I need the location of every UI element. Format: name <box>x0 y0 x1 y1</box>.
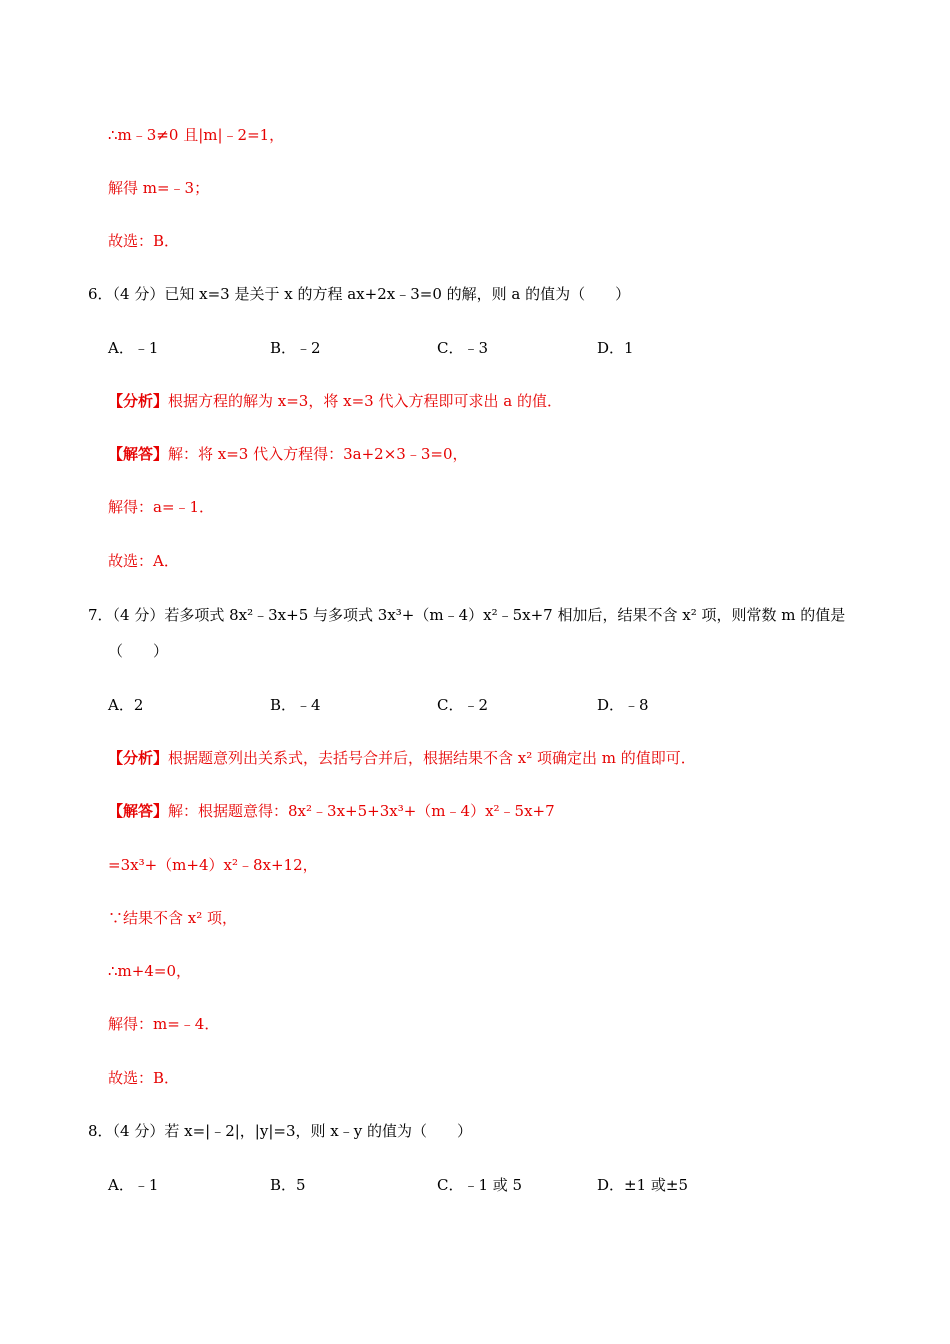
q7-step1: =3x³+（m+4）x²﹣8x+12， <box>108 856 318 874</box>
q6-stem: 6．（4 分）已知 x=3 是关于 x 的方程 ax+2x﹣3=0 的解，则 a 的值为（ ） <box>88 285 631 303</box>
q6-option-a: A．﹣1 <box>108 339 159 357</box>
q7-analysis <box>108 748 696 768</box>
q7-option-b: B．﹣4 <box>270 696 321 714</box>
q7-answer-text: 解：根据题意得：8x²﹣3x+5+3x³+（m﹣4）x²﹣5x+7 <box>168 802 555 820</box>
q7-answer <box>108 801 555 821</box>
q7-step3: ∴m+4=0， <box>108 962 191 980</box>
q5-solve-line: 解得 m=﹣3； <box>108 179 210 197</box>
q5-choice-line: 故选：B． <box>108 232 180 250</box>
q8-option-a: A．﹣1 <box>108 1176 159 1194</box>
q7-option-c: C．﹣2 <box>437 696 489 714</box>
q7-answer-tag: 【解答】 <box>108 802 169 820</box>
q7-stem: 7．（4 分）若多项式 8x²﹣3x+5 与多项式 3x³+（m﹣4）x²﹣5x+7 相加后，结果不含 x² 项，则常数 m 的值是 <box>88 606 846 624</box>
q7-choice-line: 故选：B． <box>108 1069 180 1087</box>
q6-analysis-tag: 【分析】 <box>108 392 169 410</box>
q6-option-c: C．﹣3 <box>437 339 489 357</box>
q7-stem-cont: （ ） <box>108 642 169 660</box>
q8-option-b: B．5 <box>270 1176 306 1194</box>
q6-answer-tag: 【解答】 <box>108 445 169 463</box>
q7-analysis-tag: 【分析】 <box>108 749 169 767</box>
q6-answer <box>108 444 468 464</box>
q6-choice-line: 故选：A． <box>108 552 179 570</box>
q6-analysis-text: 根据方程的解为 x=3，将 x=3 代入方程即可求出 a 的值． <box>168 392 562 410</box>
q6-option-b: B．﹣2 <box>270 339 321 357</box>
q7-step2: ∵结果不含 x² 项， <box>108 909 238 927</box>
q6-analysis <box>108 391 562 411</box>
q7-analysis-text: 根据题意列出关系式，去括号合并后，根据结果不含 x² 项确定出 m 的值即可． <box>168 749 696 767</box>
q7-option-a: A．2 <box>108 696 144 714</box>
q7-option-d: D．﹣8 <box>597 696 649 714</box>
q6-solve-line: 解得：a=﹣1． <box>108 498 215 516</box>
q8-option-d: D．±1 或±5 <box>597 1176 689 1194</box>
q6-option-d: D．1 <box>597 339 634 357</box>
q7-solve-line: 解得：m=﹣4． <box>108 1015 220 1033</box>
q6-answer-text: 解：将 x=3 代入方程得：3a+2×3﹣3=0， <box>168 445 468 463</box>
q8-stem: 8．（4 分）若 x=|﹣2|，|y|=3，则 x﹣y 的值为（ ） <box>88 1122 472 1140</box>
q5-step-line: ∴m﹣3≠0 且|m|﹣2=1， <box>108 126 285 144</box>
q8-option-c: C．﹣1 或 5 <box>437 1176 523 1194</box>
